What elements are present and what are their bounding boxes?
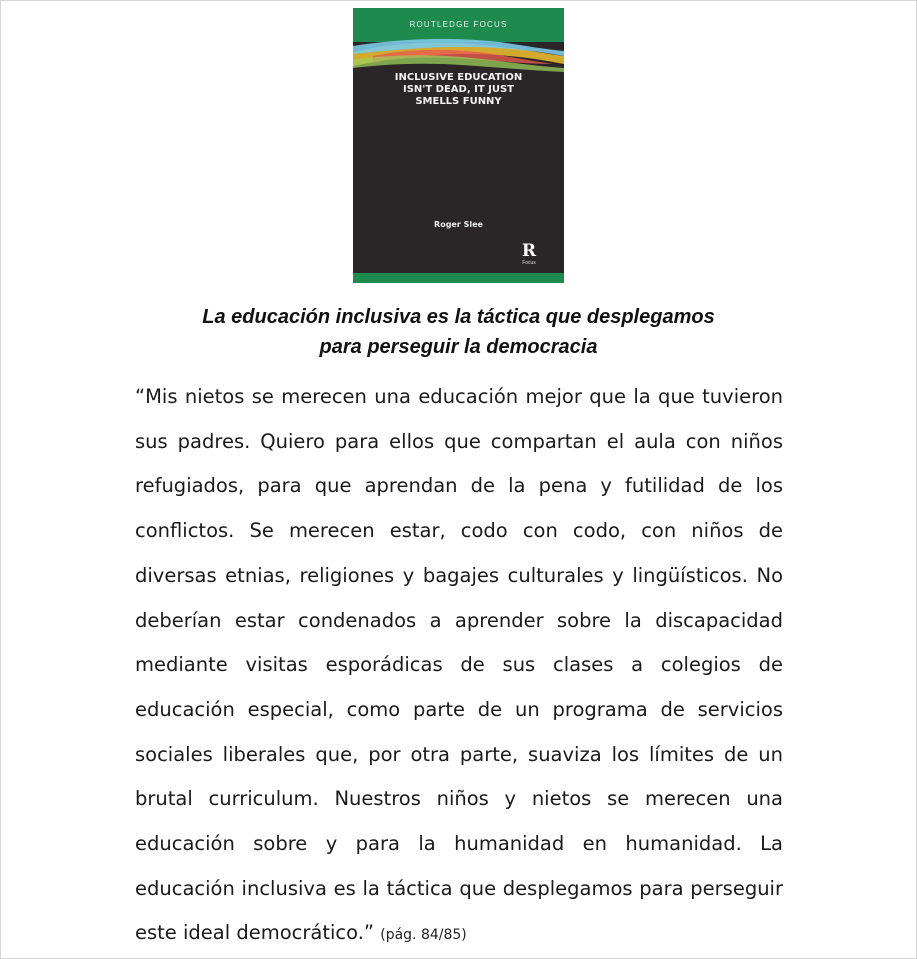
heading-line-1: La educación inclusiva es la táctica que desplegamos bbox=[202, 306, 715, 328]
quote-text: “Mis nietos se merecen una educación mejor que la que tuvieron sus padres. Quiero para ellos que compartan el aula con niños refugiados, para que aprendan de la pena y futilidad de los conflictos. Se merecen estar, codo con codo, con niños de diversas etnias, religiones y bagajes culturales y lingüísticos. No deberían estar condenados a aprender sobre la discapacidad mediante visitas esporádicas de sus clases a colegios de educación especial, como parte de un programa de servicios sociales liberales que, por otra parte, suaviza los límites de un brutal curriculum. Nuestros niños y nietos se merecen una educación sobre y para la humanidad en humanidad. La educación inclusiva es la táctica que desplegamos para perseguir este ideal democrático.” bbox=[135, 385, 783, 945]
book-cover-image bbox=[353, 8, 564, 283]
cover-series-label: ROUTLEDGE FOCUS bbox=[409, 20, 508, 29]
publisher-mark: R bbox=[521, 241, 537, 261]
cover-color-swoosh bbox=[353, 34, 564, 74]
article-heading bbox=[121, 302, 796, 362]
cover-bottom-band bbox=[353, 273, 564, 283]
routledge-logo-icon bbox=[521, 242, 537, 268]
publisher-sub-label: Focus bbox=[522, 260, 536, 266]
cover-title: INCLUSIVE EDUCATION ISN'T DEAD, IT JUST SMELLS FUNNY bbox=[394, 72, 523, 107]
page-citation: (pág. 84/85) bbox=[380, 927, 467, 944]
quote-paragraph bbox=[135, 375, 783, 958]
heading-line-2: para perseguir la democracia bbox=[319, 336, 598, 358]
cover-author: Roger Slee bbox=[434, 220, 483, 229]
